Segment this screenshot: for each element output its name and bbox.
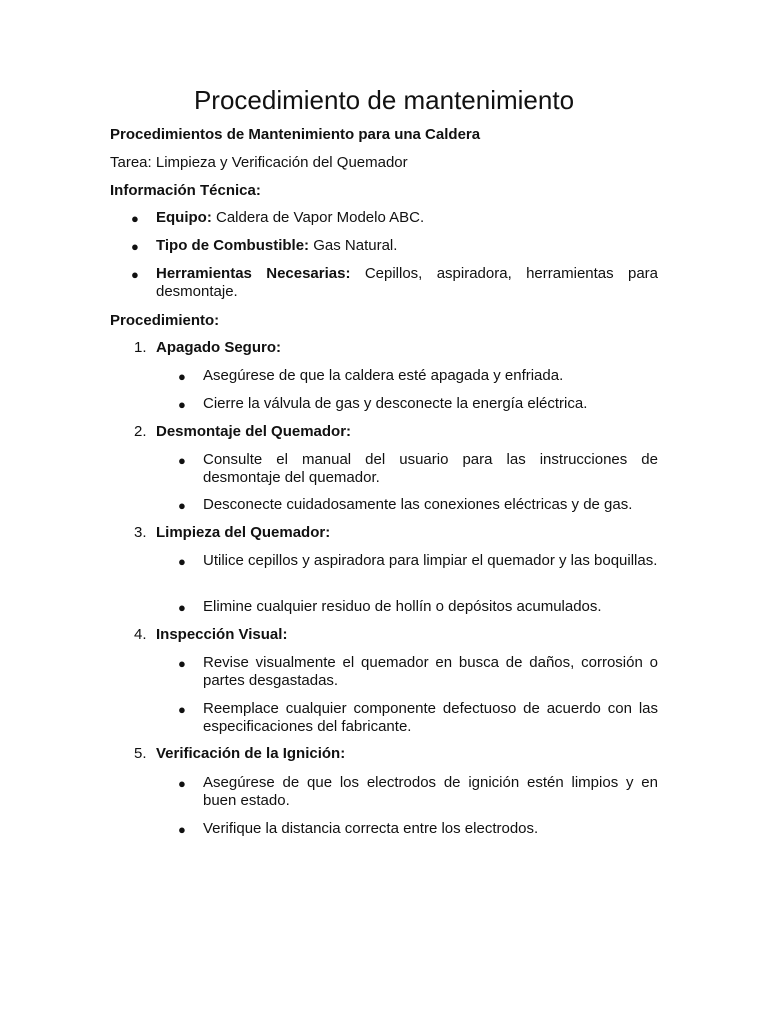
bullet-icon: ●: [178, 498, 186, 513]
step-title: Verificación de la Ignición:: [156, 745, 346, 762]
bullet-icon: ●: [131, 211, 139, 226]
step-number: 4.: [134, 626, 147, 643]
step-item: Revise visualmente el quemador en busca de daños, corrosión o partes desgastadas.: [203, 654, 658, 689]
tech-item: [156, 237, 658, 255]
bullet-icon: ●: [131, 267, 139, 282]
step-item: Asegúrese de que los electrodos de ignición estén limpios y en buen estado.: [203, 774, 658, 809]
step-item: Utilice cepillos y aspiradora para limpiar el quemador y las boquillas.: [203, 552, 658, 569]
step-item: Verifique la distancia correcta entre los electrodos.: [203, 820, 539, 837]
tech-item: [156, 209, 658, 227]
bullet-icon: ●: [178, 369, 186, 384]
step-item: Cierre la válvula de gas y desconecte la energía eléctrica.: [203, 395, 588, 412]
document-title: Procedimiento de mantenimiento: [193, 85, 575, 115]
tech-item-label: Tipo de Combustible:: [156, 237, 310, 254]
bullet-icon: ●: [178, 656, 186, 671]
step-title: Desmontaje del Quemador:: [156, 423, 352, 440]
bullet-icon: ●: [178, 702, 186, 717]
tech-item-text: Gas Natural.: [313, 237, 398, 254]
step-number: 5.: [134, 745, 147, 762]
step-title: Apagado Seguro:: [156, 339, 282, 356]
step-number: 3.: [134, 524, 147, 541]
tech-info-heading: Información Técnica:: [110, 182, 261, 199]
step-title: Limpieza del Quemador:: [156, 524, 331, 541]
step-item: Asegúrese de que la caldera esté apagada y enfriada.: [203, 367, 564, 384]
tech-item-text: Caldera de Vapor Modelo ABC.: [216, 209, 425, 226]
step-item: Elimine cualquier residuo de hollín o depósitos acumulados.: [203, 598, 602, 615]
tech-item: [156, 265, 658, 301]
bullet-icon: ●: [178, 453, 186, 468]
step-title: Inspección Visual:: [156, 626, 288, 643]
step-item: Desconecte cuidadosamente las conexiones eléctricas y de gas.: [203, 496, 633, 513]
step-number: 1.: [134, 339, 147, 356]
bullet-icon: ●: [131, 239, 139, 254]
tech-item-label: Herramientas Necesarias:: [156, 265, 351, 282]
procedure-heading: Procedimiento:: [110, 312, 220, 329]
bullet-icon: ●: [178, 776, 186, 791]
bullet-icon: ●: [178, 822, 186, 837]
bullet-icon: ●: [178, 397, 186, 412]
bullet-icon: ●: [178, 600, 186, 615]
step-number: 2.: [134, 423, 147, 440]
document-subtitle: Procedimientos de Mantenimiento para una Caldera: [110, 126, 481, 143]
bullet-icon: ●: [178, 554, 186, 569]
tech-item-text: Cepillos, aspiradora, herramientas para desmontaje.: [156, 265, 659, 300]
tech-item-label: Equipo:: [156, 209, 212, 226]
step-item: Reemplace cualquier componente defectuoso de acuerdo con las especificaciones del fabricante.: [203, 700, 658, 735]
task-line: Tarea: Limpieza y Verificación del Quemador: [110, 154, 408, 171]
step-item: Consulte el manual del usuario para las instrucciones de desmontaje del quemador.: [203, 451, 658, 486]
